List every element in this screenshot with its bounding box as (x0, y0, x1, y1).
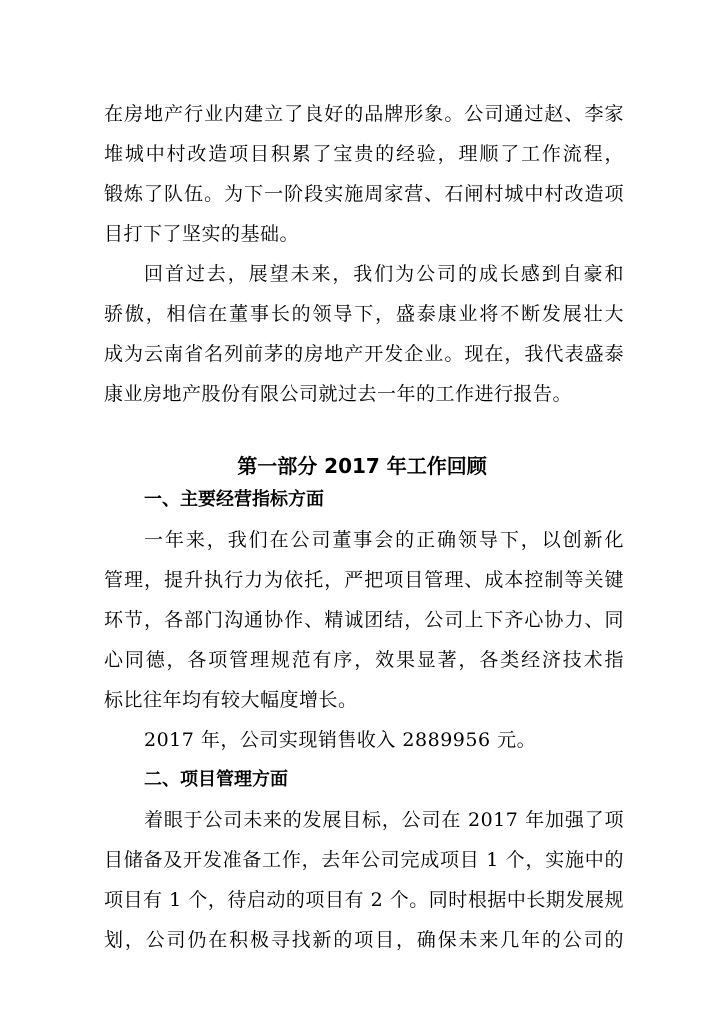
paragraph-line: 在房地产行业内建立了良好的品牌形象。公司通过赵、李家 (104, 103, 624, 125)
paragraph-line: 目打下了坚实的基础。 (104, 223, 300, 245)
paragraph-line: 2017 年，公司实现销售收入 2889956 元。 (144, 729, 537, 751)
paragraph-line: 骄傲，相信在董事长的领导下，盛泰康业将不断发展壮大 (104, 303, 624, 325)
paragraph-line: 环节，各部门沟通协作、精诚团结，公司上下齐心协力、同 (104, 609, 624, 631)
section-heading: 一、主要经营指标方面 (144, 489, 324, 510)
paragraph-line: 标比往年均有较大幅度增长。 (104, 689, 358, 711)
paragraph-line: 目储备及开发准备工作，去年公司完成项目 1 个，实施中的 (104, 849, 624, 871)
paragraph-line: 管理，提升执行力为依托，严把项目管理、成本控制等关键 (104, 569, 624, 591)
section-title: 第一部分 2017 年工作回顾 (237, 454, 487, 478)
paragraph-line: 堆城中村改造项目积累了宝贵的经验，理顺了工作流程， (104, 143, 624, 165)
paragraph-line: 划，公司仍在积极寻找新的项目，确保未来几年的公司的 (104, 929, 624, 951)
section-heading: 二、项目管理方面 (144, 769, 288, 790)
paragraph-line: 一年来，我们在公司董事会的正确领导下，以创新化 (144, 529, 624, 551)
paragraph-line: 康业房地产股份有限公司就过去一年的工作进行报告。 (104, 383, 573, 405)
paragraph-line: 心同德，各项管理规范有序，效果显著，各类经济技术指 (104, 649, 624, 671)
paragraph-line: 着眼于公司未来的发展目标，公司在 2017 年加强了项 (144, 809, 624, 831)
paragraph-line: 锻炼了队伍。为下一阶段实施周家营、石闸村城中村改造项 (104, 183, 624, 205)
paragraph-line: 回首过去，展望未来，我们为公司的成长感到自豪和 (144, 263, 624, 285)
paragraph-line: 成为云南省名列前茅的房地产开发企业。现在，我代表盛泰 (104, 343, 624, 365)
paragraph-line: 项目有 1 个，待启动的项目有 2 个。同时根据中长期发展规 (104, 889, 624, 911)
